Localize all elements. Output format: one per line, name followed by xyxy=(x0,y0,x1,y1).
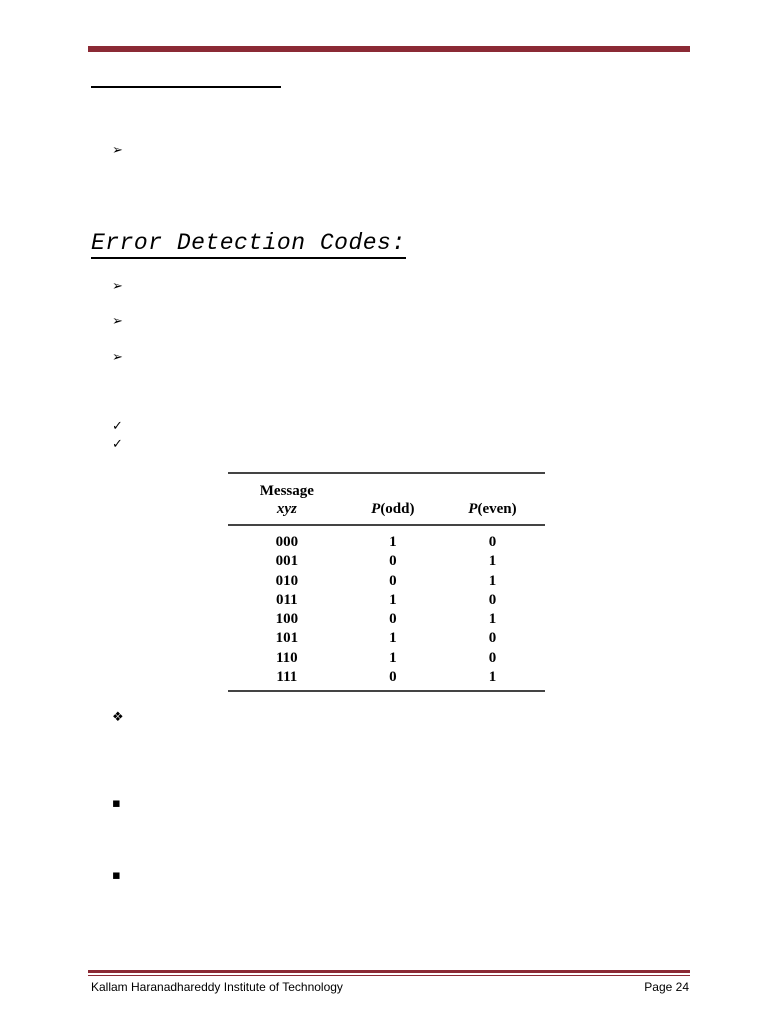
table-row xyxy=(228,610,545,629)
cell-p-even: 0 xyxy=(488,591,497,608)
arrow-bullet-icon: ➢ xyxy=(112,143,123,158)
cell-p-odd: 1 xyxy=(389,534,397,550)
arrow-bullet-icon: ➢ xyxy=(112,314,123,329)
cell-p-even: 1 xyxy=(440,668,545,691)
table-row xyxy=(228,629,545,648)
check-bullet-icon: ✓ xyxy=(112,419,123,434)
table-header-row xyxy=(228,473,545,525)
header-message xyxy=(228,473,346,525)
cell-message: 001 xyxy=(275,553,299,570)
cell-message: 000 xyxy=(275,534,299,550)
header-message-word: Message xyxy=(259,483,314,499)
header-p-even-letter: P xyxy=(468,501,478,517)
cell-message: 100 xyxy=(275,611,299,628)
cell-p-odd: 1 xyxy=(389,591,397,608)
footer-rule xyxy=(88,970,690,973)
cell-p-even: 1 xyxy=(488,553,497,570)
cell-p-odd: 0 xyxy=(389,553,397,570)
cell-p-even: 0 xyxy=(488,649,497,666)
cell-p-even: 0 xyxy=(488,534,497,550)
table-row xyxy=(228,591,545,610)
cell-message: 010 xyxy=(275,572,299,589)
diamond-bullet-icon: ❖ xyxy=(112,710,124,725)
cell-p-even: 1 xyxy=(488,572,497,589)
section-underline xyxy=(91,86,281,88)
header-p-odd-label: (odd) xyxy=(380,501,415,517)
table-row xyxy=(228,668,545,691)
header-p-odd xyxy=(346,473,440,525)
table-row xyxy=(228,525,545,552)
header-p-even xyxy=(440,473,545,525)
parity-table xyxy=(228,472,545,692)
header-message-vars: xyz xyxy=(276,501,297,517)
table-row xyxy=(228,649,545,668)
header-rule xyxy=(88,46,690,52)
table-row xyxy=(228,572,545,591)
arrow-bullet-icon: ➢ xyxy=(112,279,123,294)
square-bullet-icon: ▪ xyxy=(112,868,121,883)
cell-p-odd: 0 xyxy=(389,611,397,628)
footer-rule-thin xyxy=(88,975,690,976)
cell-message: 101 xyxy=(275,630,299,647)
cell-p-even: 0 xyxy=(488,630,497,647)
footer-page-number: Page 24 xyxy=(644,980,689,994)
table-row xyxy=(228,552,545,571)
cell-message: 011 xyxy=(276,591,298,608)
cell-message: 111 xyxy=(228,668,346,691)
square-bullet-icon: ▪ xyxy=(112,796,121,811)
arrow-bullet-icon: ➢ xyxy=(112,350,123,365)
check-bullet-icon: ✓ xyxy=(112,437,123,452)
header-p-even-label: (even) xyxy=(477,501,517,517)
cell-p-odd: 0 xyxy=(346,668,440,691)
cell-message: 110 xyxy=(276,649,298,666)
cell-p-odd: 1 xyxy=(389,649,397,666)
section-heading: Error Detection Codes: xyxy=(91,229,406,259)
cell-p-odd: 0 xyxy=(389,572,397,589)
cell-p-odd: 1 xyxy=(389,630,397,647)
cell-p-even: 1 xyxy=(488,611,497,628)
header-p-odd-letter: P xyxy=(371,501,381,517)
footer-institute: Kallam Haranadhareddy Institute of Technology xyxy=(91,980,343,994)
